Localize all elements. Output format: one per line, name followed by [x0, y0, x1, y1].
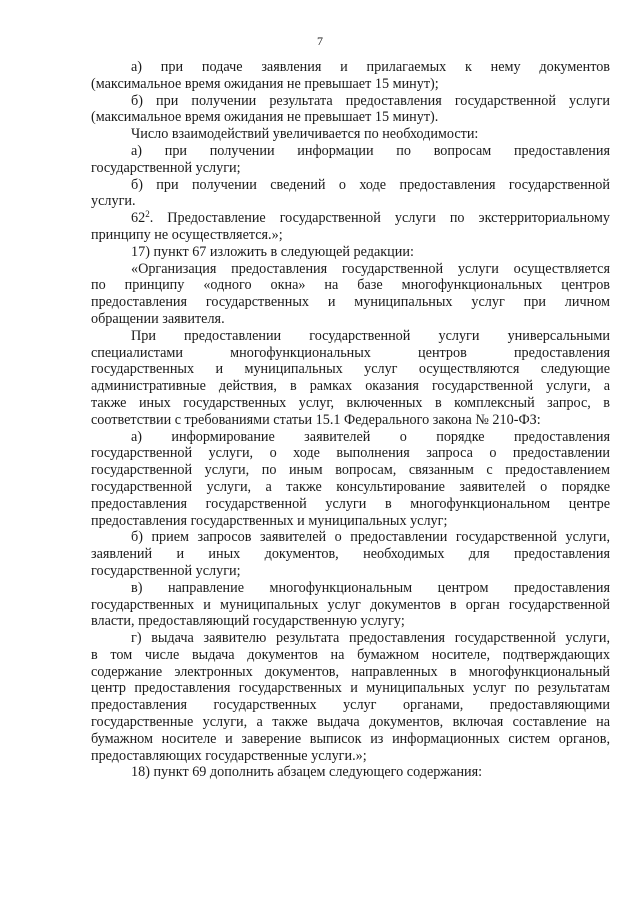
text-line: заявлений и иных документов, необходимых для предоставления	[91, 546, 610, 563]
text-line: б) при получении результата предоставления государственной услуги	[131, 92, 610, 109]
text-line: в том числе выдача документов на бумажном носителе, подтверждающих	[91, 646, 610, 663]
page-number: 7	[317, 34, 323, 48]
text-line	[91, 210, 610, 227]
document-body	[91, 59, 610, 781]
text-line: предоставления государственных и муниципальных услуг;	[91, 512, 448, 529]
text-line: бумажном носителе и заверение выписок из информационных систем органов,	[91, 730, 610, 747]
text-line: центр предоставления государственных и муниципальных услуг по результатам	[91, 680, 610, 697]
text-line: государственные услуги, а также выдача документов, включая составление на	[91, 714, 610, 731]
text-line: власти, предоставляющий государственную услугу;	[91, 613, 405, 630]
clause-superscript: 2	[145, 210, 150, 220]
text-line: предоставляющих государственные услуги.»;	[91, 747, 367, 764]
text-line: предоставления государственных и муниципальных услуг при личном	[91, 294, 610, 311]
text-line: предоставления государственной услуги в многофункциональном центре	[91, 495, 610, 512]
text-line: в) направление многофункциональным центром предоставления	[131, 579, 610, 596]
text-line: Число взаимодействий увеличивается по необходимости:	[131, 126, 479, 143]
text-line: по принципу «одного окна» на базе многофункциональных центров	[91, 277, 610, 294]
text-line: государственной услуги;	[91, 562, 241, 579]
text-line: государственных и муниципальных услуг осуществляются следующие	[91, 361, 610, 378]
text-line: б) прием запросов заявителей о предоставлении государственной услуги,	[131, 529, 610, 546]
text-line: соответствии с требованиями статьи 15.1 Федерального закона № 210-ФЗ:	[91, 411, 541, 428]
clause-number: 62	[131, 210, 146, 227]
text-line: административные действия, в рамках оказания государственной услуги, а	[91, 378, 610, 395]
text-line: 17) пункт 67 изложить в следующей редакции:	[131, 243, 414, 260]
text-line: государственных и муниципальных услуг документов в орган государственной	[91, 596, 610, 613]
text-line: а) при подаче заявления и прилагаемых к нему документов	[131, 59, 610, 75]
text-line: При предоставлении государственной услуги универсальными	[131, 327, 610, 344]
text-line: государственной услуги, по иным вопросам, связанным с предоставлением	[91, 462, 610, 479]
text-line: (максимальное время ожидания не превышает 15 минут).	[91, 109, 439, 126]
text-line: предоставления государственных услуг органами, предоставляющими	[91, 697, 610, 714]
text-line: услуги.	[91, 193, 136, 210]
text-line: специалистами многофункциональных центров предоставления	[91, 344, 610, 361]
text-line: б) при получении сведений о ходе предоставления государственной	[131, 176, 610, 193]
text-line: государственной услуги, а также консультирование заявителей о порядке	[91, 478, 610, 495]
text-line: 18) пункт 69 дополнить абзацем следующего содержания:	[131, 764, 483, 781]
clause-text: . Предоставление государственной услуги по экстерриториальному	[149, 210, 610, 227]
text-line: а) при получении информации по вопросам предоставления	[131, 142, 610, 159]
text-line: «Организация предоставления государственной услуги осуществляется	[131, 260, 610, 277]
text-line: обращении заявителя.	[91, 310, 225, 327]
text-line: также иных государственных услуг, включенных в комплексный запрос, в	[91, 394, 610, 411]
text-line: принципу не осуществляется.»;	[91, 226, 283, 243]
text-line: а) информирование заявителей о порядке предоставления	[131, 428, 610, 445]
text-line: государственной услуги;	[91, 159, 241, 176]
text-line: (максимальное время ожидания не превышает 15 минут);	[91, 75, 439, 92]
text-line: г) выдача заявителю результата предоставления государственной услуги,	[131, 630, 610, 647]
text-line: содержание электронных документов, направленных в многофункциональный	[91, 663, 610, 680]
text-line: государственной услуги, о ходе выполнения запроса о предоставлении	[91, 445, 610, 462]
